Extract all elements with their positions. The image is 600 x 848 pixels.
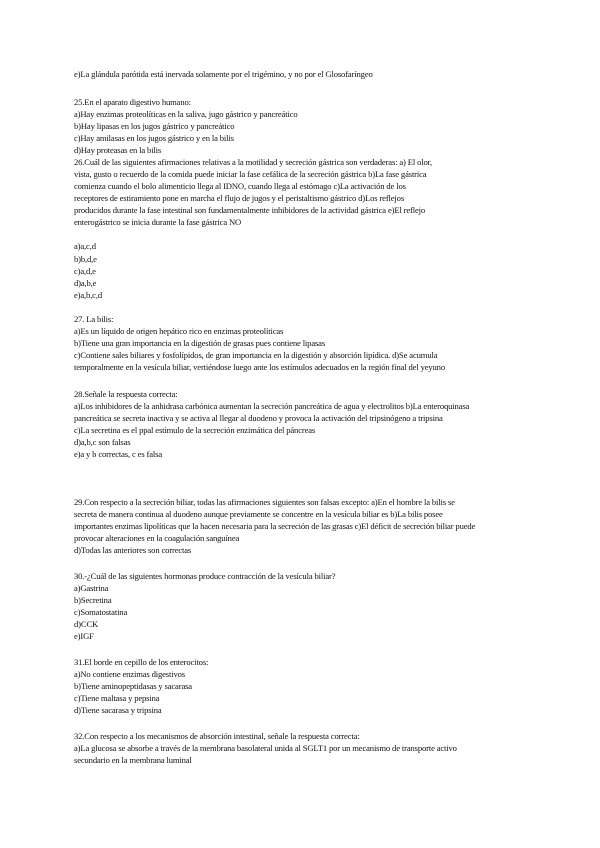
- option-line: b)b,d,e: [74, 254, 97, 264]
- option-line: d)Hay proteasas en la bilis: [74, 145, 162, 155]
- option-line: a)No contiene enzimas digestivos: [74, 669, 185, 679]
- option-line: a)a,c,d: [74, 241, 96, 251]
- option-line: a)La glucosa se absorbe a través de la membrana basolateral unida al SGLT1 por un mecanismo de transporte activo: [74, 743, 457, 753]
- option-line: e)a y b correctas, c es falsa: [74, 449, 162, 459]
- text-line: secundario en la membrana luminal: [74, 755, 192, 765]
- option-line: a)Los inhibidores de la anhidrasa carbónica aumentan la secreción pancreática de agua y electrolitos b)La enteroquinasa: [74, 401, 470, 411]
- option-line: a)Gastrina: [74, 583, 109, 593]
- text-line: e)La glándula parótida está inervada solamente por el trigémino, y no por el Glosofaríngeo: [74, 69, 373, 79]
- text-line: producidos durante la fase intestinal son fundamentalmente inhibidores de la actividad gástrica e)El reflejo: [74, 205, 426, 215]
- option-line: c)La secretina es el ppal estímulo de la secreción enzimática del páncreas: [74, 425, 316, 435]
- option-line: c)Hay amilasas en los jugos gástrico y en la bilis: [74, 133, 234, 143]
- text-line: importantes enzimas lipolíticas que la hacen necesaria para la secreción de las grasas c)El déficit de secreción biliar puede: [74, 521, 476, 531]
- option-line: b)Secretina: [74, 595, 112, 605]
- text-line: provocar alteraciones en la coagulación sanguínea: [74, 533, 240, 543]
- text-line: comienza cuando el bolo alimenticio llega al IDNO, cuando llega al estómago c)La activación de los: [74, 181, 406, 191]
- option-line: d)a,b,e: [74, 278, 97, 288]
- text-line: vista, gusto o recuerdo de la comida puede iniciar la fase cefálica de la secreción gástrica b)La fase gástrica: [74, 169, 427, 179]
- text-line: secreta de manera continua al duodeno aunque previamente se concentre en la vesícula biliar es b)La bilis posee: [74, 509, 443, 519]
- option-line: e)a,b,c,d: [74, 290, 102, 300]
- question-29: 29.Con respecto a la secreción biliar, todas las afirmaciones siguientes son falsas excepto: a)En el hombre la bilis se: [74, 497, 455, 507]
- question-30: 30.-¿Cuál de las siguientes hormonas produce contracción de la vesícula biliar?: [74, 571, 336, 581]
- option-line: b)Tiene aminopeptidasas y sacarasa: [74, 681, 192, 691]
- text-line: enterogástrico se inicia durante la fase gástrica NO: [74, 217, 242, 227]
- option-line: c)Somatostatina: [74, 607, 128, 617]
- question-31: 31.El borde en cepillo de los enterocitos:: [74, 657, 209, 667]
- question-32: 32.Con respecto a los mecanismos de absorción intestinal, señale la respuesta correcta:: [74, 731, 360, 741]
- option-line: d)Tiene sacarasa y tripsina: [74, 705, 162, 715]
- question-28: 28.Señale la respuesta correcta:: [74, 389, 178, 399]
- option-line: e)IGF: [74, 631, 94, 641]
- option-line: a)Hay enzimas proteolíticas en la saliva, jugo gástrico y pancreático: [74, 109, 298, 119]
- text-line: pancreática se secreta inactiva y se activa al llegar al duodeno y provoca la activación del tripsinógeno a tripsina: [74, 413, 443, 423]
- text-line: temporalmente en la vesícula biliar, vertiéndose luego ante los estímulos adecuados en la región final del yeyuno: [74, 362, 445, 372]
- option-line: a)Es un líquido de origen hepático rico en enzimas proteolíticas: [74, 326, 284, 336]
- option-line: c)Contiene sales biliares y fosfolípidos, de gran importancia en la digestión y absorción lipídica. d)Se acumula: [74, 350, 438, 360]
- option-line: d)a,b,c son falsas: [74, 437, 131, 447]
- question-25: 25.En el aparato digestivo humano:: [74, 97, 191, 107]
- option-line: d)Todas las anteriores son correctas: [74, 545, 192, 555]
- text-line: receptores de estiramiento pone en marcha el flujo de jugos y el peristaltismo gástrico d)Los reflejos: [74, 193, 405, 203]
- option-line: b)Tiene una gran importancia en la digestión de grasas pues contiene lipasas: [74, 338, 326, 348]
- question-27: 27. La bilis:: [74, 314, 114, 324]
- option-line: d)CCK: [74, 619, 99, 629]
- option-line: b)Hay lipasas en los jugos gástrico y pancreático: [74, 121, 235, 131]
- option-line: c)Tiene maltasa y pepsina: [74, 693, 160, 703]
- option-line: c)a,d,e: [74, 266, 96, 276]
- question-26: 26.Cuál de las siguientes afirmaciones relativas a la motilidad y secreción gástrica son verdaderas: a) El olor,: [74, 157, 432, 167]
